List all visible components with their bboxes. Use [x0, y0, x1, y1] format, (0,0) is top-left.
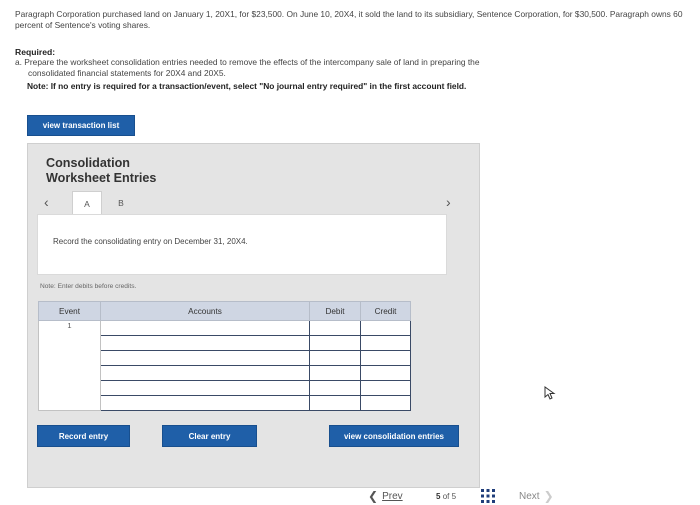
- mouse-pointer-icon: [544, 386, 556, 400]
- journal-entry-table: [38, 301, 411, 411]
- required-part-a-line1: a. Prepare the worksheet consolidation entries needed to remove the effects of the intercompany sale of land in preparing the: [15, 57, 480, 67]
- debit-field[interactable]: [310, 366, 361, 381]
- credit-field[interactable]: [361, 381, 411, 396]
- table-header-row: [39, 302, 411, 321]
- required-heading: Required:: [15, 47, 56, 57]
- tab-b[interactable]: B: [118, 198, 124, 208]
- entry-tabs: [38, 191, 468, 215]
- required-part-a: [15, 57, 655, 79]
- credit-field[interactable]: [361, 336, 411, 351]
- current-page: 5: [436, 492, 441, 501]
- credit-field[interactable]: [361, 396, 411, 411]
- account-field[interactable]: [101, 396, 310, 411]
- table-row: [39, 321, 411, 336]
- account-field[interactable]: [101, 321, 310, 336]
- record-entry-button[interactable]: Record entry: [37, 425, 130, 447]
- instruction-text: Record the consolidating entry on December 31, 20X4.: [53, 237, 248, 246]
- view-transaction-list-button[interactable]: view transaction list: [27, 115, 135, 136]
- tab-next-chevron-icon[interactable]: ›: [446, 194, 451, 210]
- event-number: 1: [39, 321, 101, 411]
- account-field[interactable]: [101, 351, 310, 366]
- problem-statement: Paragraph Corporation purchased land on January 1, 20X1, for $23,500. On June 10, 20X4, it sold the land to its subsidiary, Sentence Corporation, for $30,500. Paragraph owns 60 percent of Sentence's voting shares.: [15, 9, 683, 30]
- next-button[interactable]: [519, 489, 554, 503]
- prev-label: Prev: [382, 490, 403, 502]
- column-header-credit: Credit: [361, 302, 411, 321]
- account-field[interactable]: [101, 381, 310, 396]
- debit-field[interactable]: [310, 336, 361, 351]
- worksheet-title-line2: Worksheet Entries: [46, 171, 157, 185]
- credit-field[interactable]: [361, 351, 411, 366]
- column-header-event: Event: [39, 302, 101, 321]
- required-note: Note: If no entry is required for a transaction/event, select "No journal entry required" in the first account field.: [27, 81, 467, 91]
- required-part-a-line2: consolidated financial statements for 20X4 and 20X5.: [28, 68, 226, 78]
- worksheet-title-line1: Consolidation: [46, 156, 130, 170]
- account-field[interactable]: [101, 366, 310, 381]
- clear-entry-button[interactable]: Clear entry: [162, 425, 257, 447]
- chevron-right-icon: ❯: [543, 489, 554, 503]
- debit-field[interactable]: [310, 381, 361, 396]
- instruction-box: [37, 214, 447, 275]
- tab-a[interactable]: A: [72, 191, 102, 215]
- debit-field[interactable]: [310, 321, 361, 336]
- column-header-debit: Debit: [310, 302, 361, 321]
- credit-field[interactable]: [361, 366, 411, 381]
- tab-prev-chevron-icon[interactable]: ‹: [44, 194, 49, 210]
- column-header-accounts: Accounts: [101, 302, 310, 321]
- chevron-left-icon: ❮: [368, 489, 379, 503]
- page-of: of: [442, 492, 450, 501]
- total-pages: 5: [451, 492, 457, 501]
- debits-note: Note: Enter debits before credits.: [40, 283, 137, 290]
- page-indicator: [436, 492, 456, 501]
- credit-field[interactable]: [361, 321, 411, 336]
- debit-field[interactable]: [310, 396, 361, 411]
- grid-icon[interactable]: [481, 489, 495, 503]
- prev-button[interactable]: [368, 489, 403, 503]
- worksheet-title: [46, 156, 156, 186]
- next-label: Next: [519, 490, 540, 502]
- account-field[interactable]: [101, 336, 310, 351]
- view-consolidation-entries-button[interactable]: view consolidation entries: [329, 425, 459, 447]
- debit-field[interactable]: [310, 351, 361, 366]
